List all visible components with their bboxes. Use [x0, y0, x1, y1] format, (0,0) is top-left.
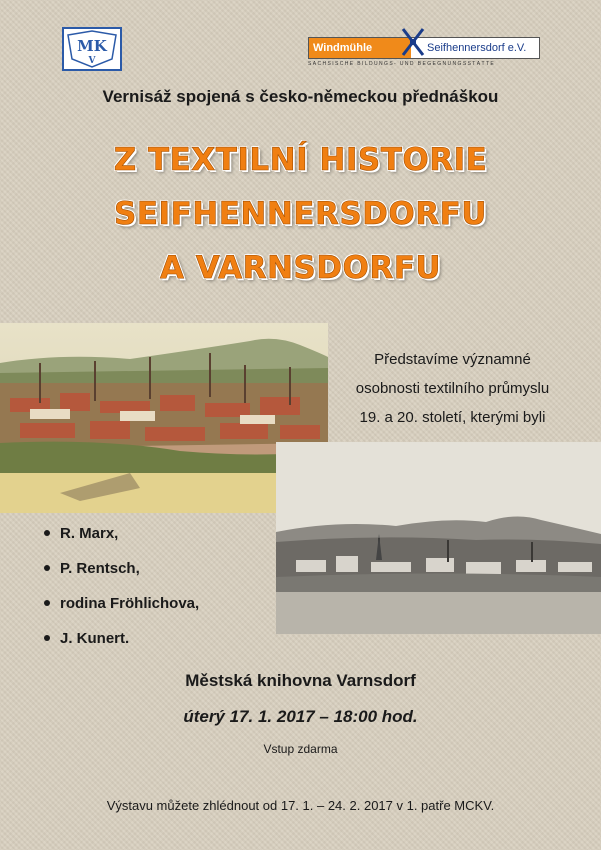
- entry-note: Vstup zdarma: [263, 742, 338, 756]
- windmill-icon: [400, 25, 426, 59]
- intro-line: Představíme významné: [374, 351, 531, 368]
- intro-line: 19. a 20. století, kterými byli: [359, 409, 546, 426]
- event-datetime: úterý 17. 1. 2017 – 18:00 hod.: [183, 707, 418, 726]
- list-item: R. Marx,: [42, 516, 199, 551]
- mckv-logo: [62, 27, 122, 71]
- windmuhle-logo: [308, 37, 540, 71]
- mk-logo-text: MK: [77, 37, 107, 55]
- list-item: rodina Fröhlichova,: [42, 586, 199, 621]
- list-item: J. Kunert.: [42, 621, 199, 656]
- subtitle: Vernisáž spojená s česko-německou přednáškou: [102, 87, 499, 106]
- venue: Městská knihovna Varnsdorf: [185, 671, 416, 690]
- person-list: [42, 516, 199, 656]
- intro-text: [330, 345, 575, 432]
- list-item: P. Rentsch,: [42, 551, 199, 586]
- intro-line: osobnosti textilního průmyslu: [355, 380, 550, 397]
- mk-logo-sub: V: [88, 56, 96, 66]
- title-line-1: Z TEXTILNÍ HISTORIE: [113, 142, 488, 178]
- windmuhle-logo-subtext: SÄCHSISCHE BILDUNGS- UND BEGEGNUNGSSTÄTTE: [308, 61, 496, 67]
- title-line-3: A VARNSDORFU: [159, 250, 442, 286]
- windmuhle-logo-right: Seifhennersdorf e.V.: [427, 42, 527, 54]
- historic-town-photo-bw: [276, 442, 601, 634]
- title-line-2: SEIFHENNERSDORFU: [114, 196, 487, 232]
- windmuhle-logo-left: Windmühle: [309, 38, 411, 58]
- footer-note: Výstavu můžete zhlédnout od 17. 1. – 24. 2. 2017 v 1. patře MCKV.: [106, 798, 495, 813]
